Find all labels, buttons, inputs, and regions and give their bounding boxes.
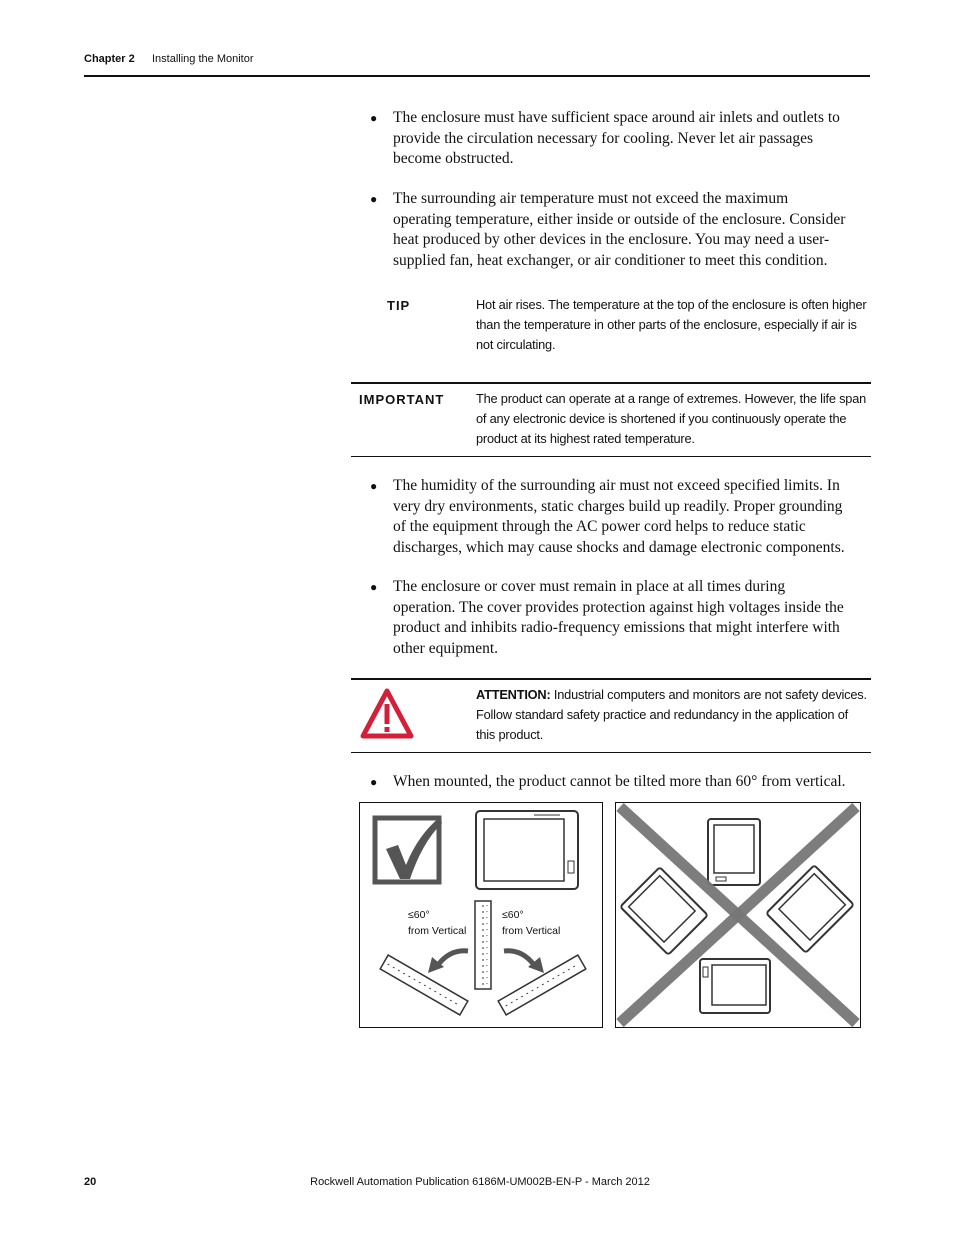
monitor-front-icon — [474, 809, 580, 891]
tilt-left-label — [408, 907, 466, 939]
header-rule — [84, 75, 870, 77]
important-label: IMPORTANT — [359, 392, 445, 407]
figure-acceptable-mounting — [359, 802, 603, 1028]
tilt-left-angle: ≤60° — [408, 909, 430, 921]
bullet-icon: ● — [370, 775, 378, 789]
tilt-right-label — [502, 907, 560, 939]
chapter-label: Chapter 2 — [84, 53, 135, 65]
tilt-right-angle: ≤60° — [502, 909, 524, 921]
important-bottom-rule — [351, 456, 871, 457]
list-item — [371, 772, 891, 793]
important-text: The product can operate at a range of extremes. However, the life span of any electronic device is shortened if you continuously operate the product at its highest rated temperature. — [476, 391, 867, 447]
publication-footer: Rockwell Automation Publication 6186M-UM002B-EN-P - March 2012 — [310, 1176, 650, 1188]
warning-triangle-icon — [360, 688, 414, 740]
bullet-icon: ● — [370, 479, 378, 493]
monitor-tilted-left-icon — [378, 953, 470, 1017]
list-item-text: When mounted, the product cannot be tilted more than 60° from vertical. — [393, 773, 846, 790]
checkmark-icon — [372, 815, 442, 885]
tip-text: Hot air rises. The temperature at the top of the enclosure is often higher than the temperature in other parts of the enclosure, especially if air is not circulating. — [476, 297, 867, 353]
attention-bottom-rule — [351, 752, 871, 753]
page-number: 20 — [84, 1176, 97, 1188]
list-item — [371, 476, 849, 558]
attention-note — [476, 685, 870, 746]
chapter-title: Installing the Monitor — [152, 53, 254, 65]
tilt-right-reference: from Vertical — [502, 925, 561, 937]
list-item-text: The enclosure or cover must remain in place at all times during operation. The cover provides protection against high voltages inside the product and inhibits radio-frequency emissions that might interfere with other equipment. — [393, 578, 844, 657]
bullet-icon: ● — [370, 111, 378, 125]
figure-unacceptable-mounting — [615, 802, 861, 1028]
list-item-text: The humidity of the surrounding air must not exceed specified limits. In very dry environments, static charges build up readily. Proper grounding of the equipment through the AC power cord helps to reduce static discharges, which may cause shocks and damage electronic components. — [393, 477, 845, 556]
list-item — [371, 189, 849, 271]
important-top-rule — [351, 382, 871, 384]
monitor-side-vertical-icon — [472, 899, 494, 991]
bullet-icon: ● — [370, 580, 378, 594]
list-item — [371, 108, 849, 170]
tilt-left-reference: from Vertical — [408, 925, 467, 937]
cross-out-icon — [616, 803, 860, 1027]
tip-label: TIP — [387, 298, 411, 313]
monitor-tilted-right-icon — [496, 953, 588, 1017]
running-header — [84, 53, 254, 65]
attention-label: ATTENTION: — [476, 687, 551, 702]
list-item-text: The enclosure must have sufficient space around air inlets and outlets to provide the circulation necessary for cooling. Never let air passages become obstructed. — [393, 109, 840, 167]
attention-top-rule — [351, 678, 871, 680]
list-item — [371, 577, 849, 659]
list-item-text: The surrounding air temperature must not exceed the maximum operating temperature, either inside or outside of the enclosure. Consider heat produced by other devices in the enclosure. You may need a user-supplied fan, heat exchanger, or air conditioner to meet this condition. — [393, 190, 846, 269]
bullet-icon: ● — [370, 192, 378, 206]
attention-text: Industrial computers and monitors are not safety devices. Follow standard safety practice and redundancy in the application of this product. — [476, 687, 867, 743]
